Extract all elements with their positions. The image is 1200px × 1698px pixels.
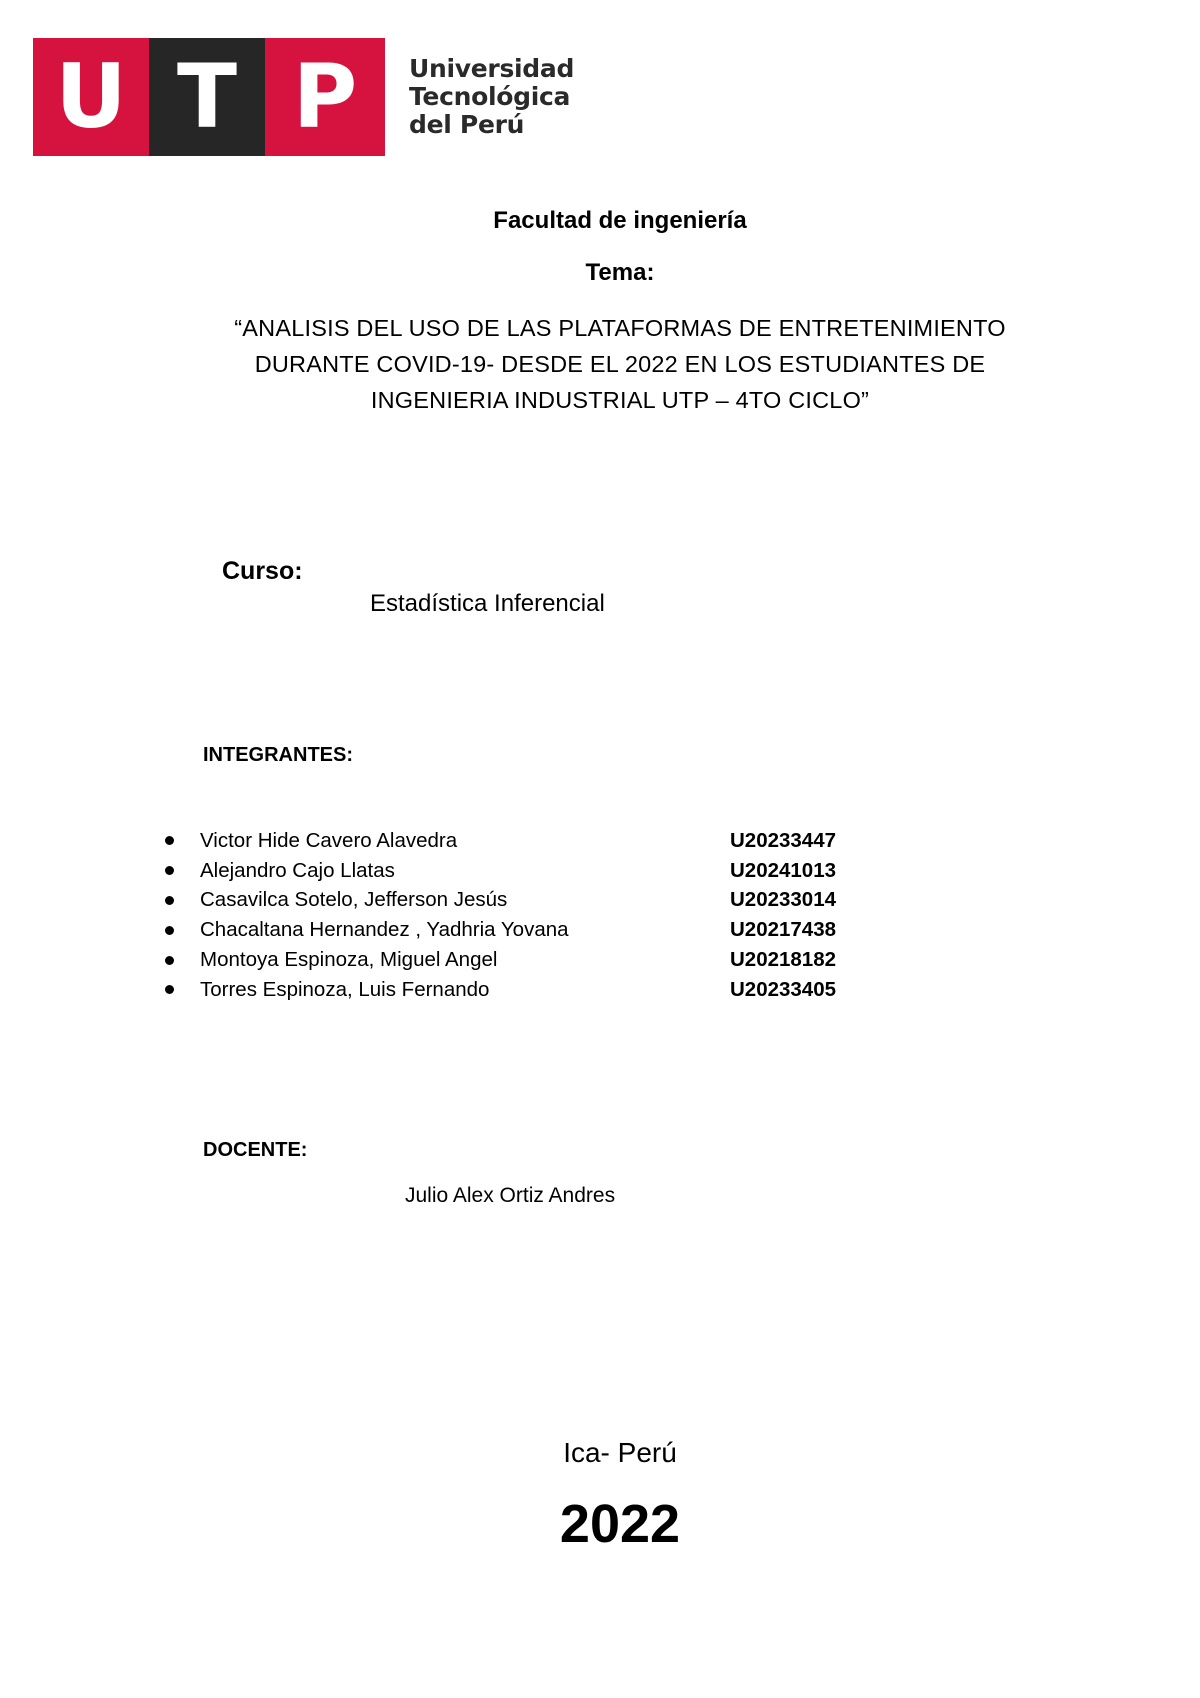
member-name: Montoya Espinoza, Miguel Angel [200, 948, 498, 972]
bullet-icon [165, 866, 174, 875]
utp-logo [33, 38, 574, 156]
course-name: Estadística Inferencial [370, 590, 605, 617]
member-name: Chacaltana Hernandez , Yadhria Yovana [200, 918, 569, 942]
course-label: Curso: [222, 557, 303, 585]
bullet-icon [165, 985, 174, 994]
topic-line: “ANALISIS DEL USO DE LAS PLATAFORMAS DE ENTRETENIMIENTO [234, 315, 1006, 341]
member-item [160, 856, 920, 886]
logo-name-line: Tecnológica [409, 82, 571, 111]
member-code: U20217438 [730, 918, 837, 942]
topic-title [130, 310, 1110, 418]
members-list [160, 826, 920, 1005]
member-code: U20218182 [730, 948, 837, 972]
member-item [160, 826, 920, 856]
bullet-icon [165, 896, 174, 905]
member-code: U20233447 [730, 828, 837, 852]
member-name: Casavilca Sotelo, Jefferson Jesús [200, 888, 508, 912]
topic-line: DURANTE COVID-19- DESDE EL 2022 EN LOS ESTUDIANTES DE [254, 351, 986, 377]
bullet-icon [165, 956, 174, 965]
topic-label: Tema: [585, 259, 655, 286]
place: Ica- Perú [563, 1437, 677, 1468]
member-item [160, 886, 920, 916]
member-code: U20241013 [730, 858, 837, 882]
member-code: U20233405 [730, 977, 837, 1001]
member-code: U20233014 [730, 888, 837, 912]
bullet-icon [165, 836, 174, 845]
faculty-title: Facultad de ingeniería [493, 207, 747, 234]
members-label: INTEGRANTES: [203, 744, 353, 766]
bullet-icon [165, 926, 174, 935]
member-item [160, 975, 920, 1005]
member-name: Torres Espinoza, Luis Fernando [200, 977, 490, 1001]
member-name: Victor Hide Cavero Alavedra [200, 828, 458, 852]
member-name: Alejandro Cajo Llatas [200, 858, 395, 882]
topic-line: INGENIERIA INDUSTRIAL UTP – 4TO CICLO” [370, 387, 870, 413]
member-item [160, 945, 920, 975]
teacher-label: DOCENTE: [203, 1139, 308, 1161]
logo-university-name [409, 55, 574, 139]
teacher-name: Julio Alex Ortiz Andres [405, 1184, 616, 1207]
logo-name-line: Universidad [409, 54, 575, 83]
year: 2022 [559, 1494, 681, 1554]
logo-name-line: del Perú [409, 110, 525, 139]
logo-letter-u: U [33, 38, 149, 156]
member-item [160, 915, 920, 945]
logo-letter-p: P [265, 38, 385, 156]
logo-letter-t: T [149, 38, 265, 156]
